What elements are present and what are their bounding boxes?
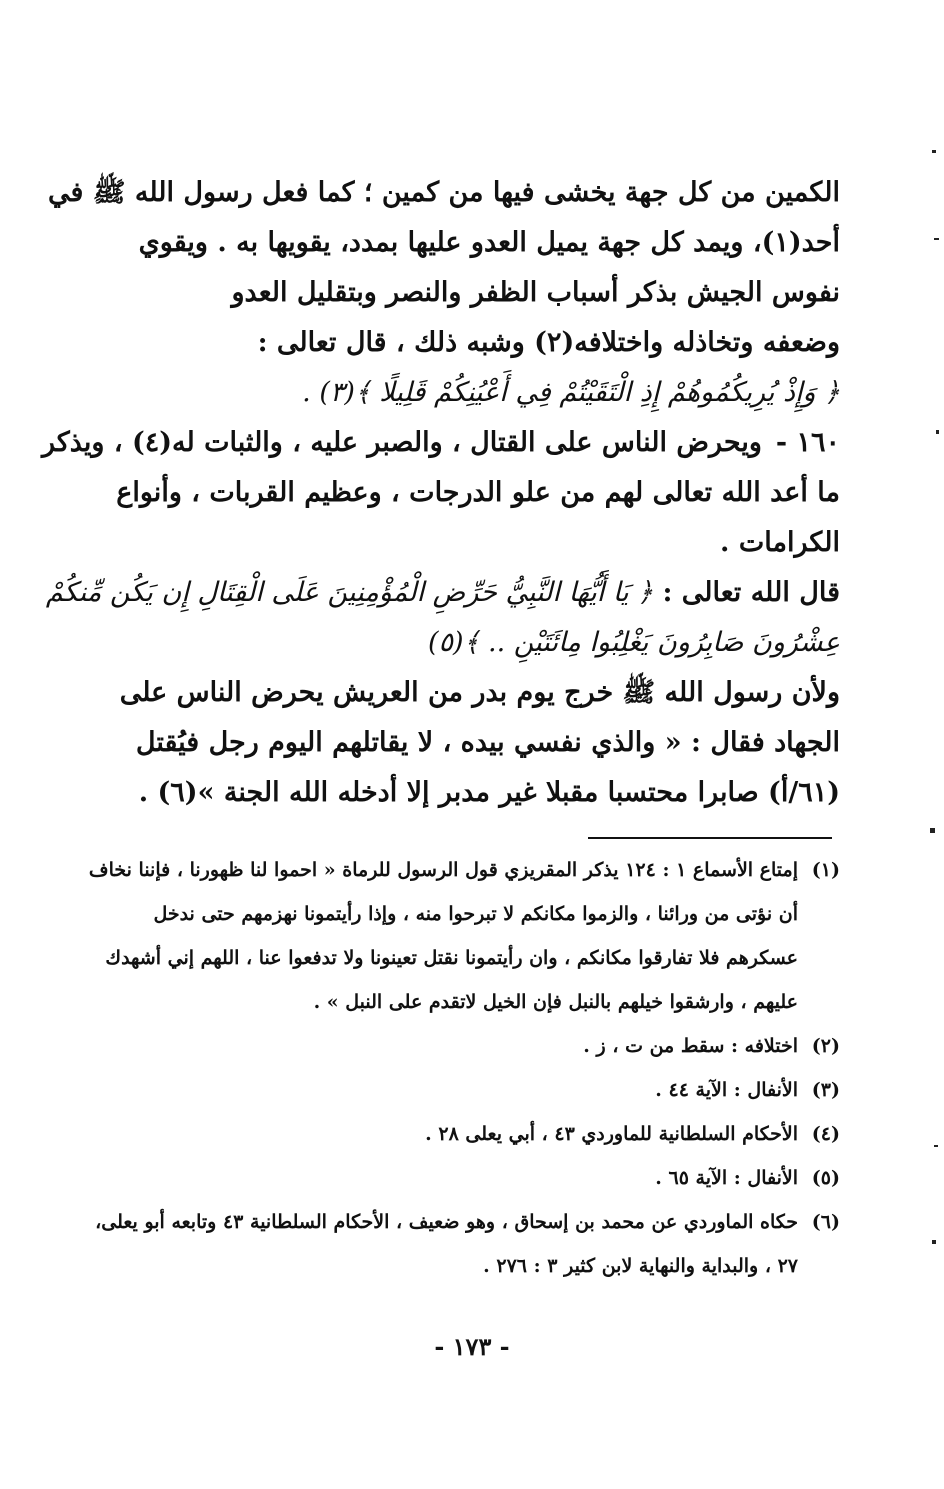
footnote-line: الأنفال : الآية ٦٥ . (655, 1167, 798, 1189)
footnote-line: اختلافه : سقط من ت ، ز . (583, 1035, 798, 1057)
footnote-number: (١) (811, 859, 840, 881)
footnote-line: الأنفال : الآية ٤٤ . (655, 1079, 798, 1101)
margin-speck (930, 828, 935, 833)
verse-line (45, 568, 840, 618)
quran-verse: ﴿ يَا أَيُّهَا النَّبِيُّ حَرِّضِ الْمُؤْمِنِينَ عَلَى الْقِتَالِ إِن يَكُن مِّنكُمْ (45, 577, 654, 608)
quran-verse: ﴿ وَإِذْ يُرِيكُمُوهُمْ إِذِ الْتَقَيْتُمْ فِي أَعْيُنِكُمْ قَلِيلًا ﴾(٣) . (302, 377, 840, 408)
paragraph-number: ١٦٠ - (775, 427, 840, 458)
margin-speck (932, 1240, 936, 1244)
footnote-line: حكاه الماوردي عن محمد بن إسحاق ، وهو ضعيف ، الأحكام السلطانية ٤٣ وتابعه أبو يعلى، (95, 1211, 798, 1233)
footnote-line: ٢٧ ، والبداية والنهاية لابن كثير ٣ : ٢٧٦ . (483, 1255, 798, 1277)
footnote (112, 1024, 840, 1068)
margin-speck (934, 238, 939, 240)
text-line: ولأن رسول الله ﷺ خرج يوم بدر من العريش يحرض الناس على (119, 677, 840, 708)
footnote (95, 1200, 840, 1288)
text-line: وضعفه وتخاذله واختلافه(٢) وشبه ذلك ، قال تعالى : (257, 327, 840, 358)
margin-speck (936, 430, 939, 434)
footnote-number: (٤) (811, 1123, 840, 1145)
footnote-line: عسكرهم فلا تفارقوا مكانكم ، وان رأيتمونا نقتل تعينونا ولا تدفعوا عنا ، اللهم إني أشهدك (105, 947, 798, 969)
footnote (112, 1068, 840, 1112)
text-line: الكمين من كل جهة يخشى فيها من كمين ؛ كما فعل رسول الله ﷺ في (48, 177, 840, 208)
verse-intro: قال الله تعالى : (662, 577, 840, 608)
footnote (88, 848, 840, 1024)
footnote-line: إمتاع الأسماع ١ : ١٢٤ يذكر المقريزي قول الرسول للرماة « احموا لنا ظهورنا ، فإننا نخاف (88, 859, 798, 881)
margin-speck (932, 150, 936, 153)
footnote-number: (٢) (811, 1035, 840, 1057)
footnote (112, 1156, 840, 1200)
paragraph-160-first-line (41, 418, 840, 468)
text-line: ما أعد الله تعالى لهم من علو الدرجات ، وعظيم القربات ، وأنواع (116, 477, 840, 508)
text-line: الكرامات . (720, 527, 840, 558)
text-line: ويحرض الناس على القتال ، والصبر عليه ، والثبات له(٤) ، ويذكر (41, 427, 762, 458)
text-line: الجهاد فقال : « والذي نفسي بيده ، لا يقاتلهم اليوم رجل فيُقتل (135, 727, 840, 758)
footnote-separator (588, 837, 832, 839)
main-text (41, 168, 840, 818)
page-number: - ١٧٣ - (434, 1332, 510, 1361)
footnotes (88, 848, 840, 1288)
footnote-number: (٣) (811, 1079, 840, 1101)
text-line: نفوس الجيش بذكر أسباب الظفر والنصر وبتقليل العدو (231, 277, 840, 308)
footnote-line: الأحكام السلطانية للماوردي ٤٣ ، أبي يعلى ٢٨ . (425, 1123, 798, 1145)
footnote-number: (٦) (811, 1211, 840, 1233)
footnote (112, 1112, 840, 1156)
quran-verse: عِشْرُونَ صَابِرُونَ يَغْلِبُوا مِائَتَيْنِ .. ﴾(٥) (427, 627, 840, 658)
footnote-line: عليهم ، وارشقوا خيلهم بالنبل فإن الخيل لاتقدم على النبل » . (313, 991, 798, 1013)
margin-speck (934, 1145, 938, 1147)
text-line: (٦١/أ) صابرا محتسبا مقبلا غير مدبر إلا أدخله الله الجنة »(٦) . (138, 777, 840, 808)
footnote-line: أن نؤتى من ورائنا ، والزموا مكانكم لا تبرحوا منه ، وإذا رأيتمونا نهزمهم حتى ندخل (153, 903, 798, 925)
footnote-number: (٥) (811, 1167, 840, 1189)
text-line: أحد(١)، ويمد كل جهة يميل العدو عليها بمدد، يقويها به . ويقوي (138, 227, 840, 258)
